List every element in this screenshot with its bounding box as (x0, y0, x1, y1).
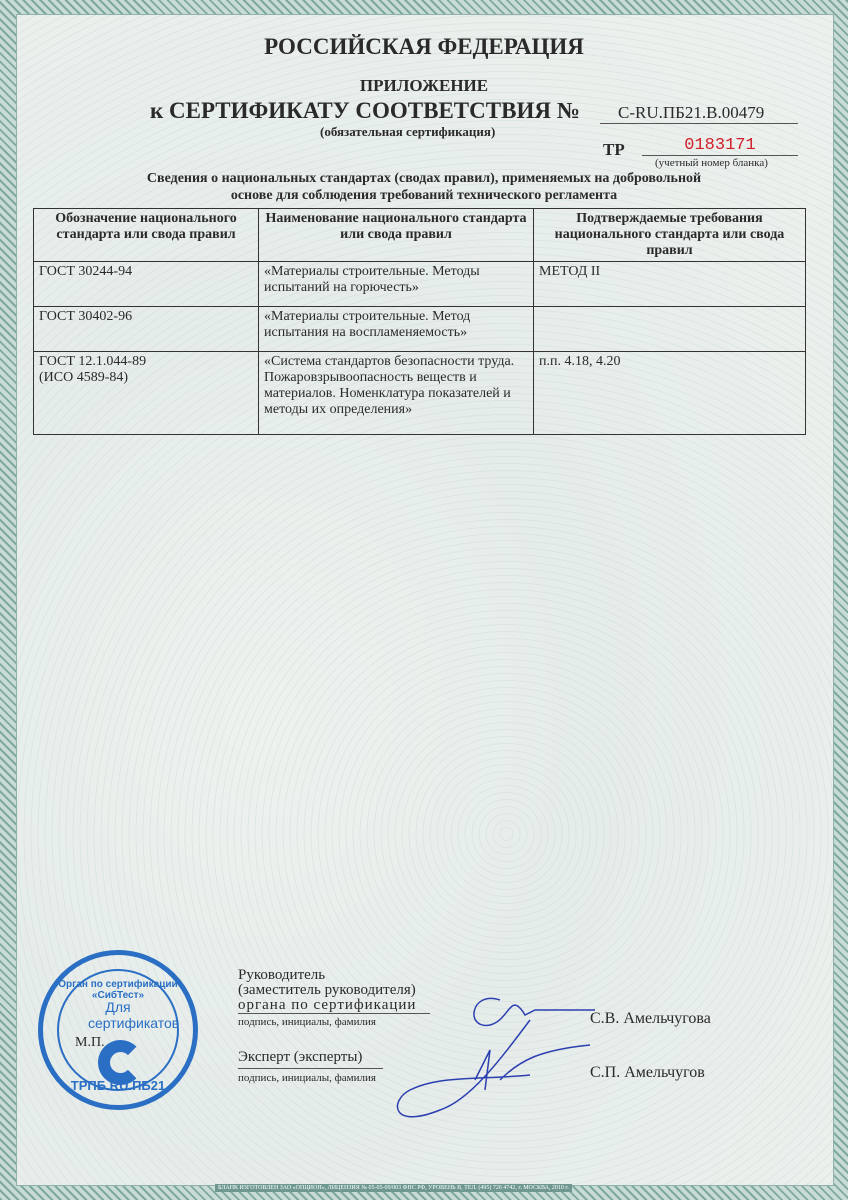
head-line: органа по сертификации (238, 997, 417, 1013)
stamp-bottom-text: ТРПБ.RU.ПБ21 (70, 1078, 166, 1093)
organization-stamp (38, 950, 198, 1110)
table-row (34, 307, 806, 352)
table-row (34, 352, 806, 435)
blank-number-label: (учетный номер бланка) (655, 157, 768, 169)
cell: МЕТОД II (534, 262, 806, 307)
cell: «Система стандартов безопасности труда. Пожаровзрывоопасность веществ и материалов. Номенклатура показателей и методы их определения» (259, 352, 534, 435)
blank-number: 0183171 (642, 136, 798, 156)
head-line: Руководитель (238, 967, 326, 983)
signature-caption: подпись, инициалы, фамилия (238, 1016, 376, 1028)
cell: ГОСТ 30402-96 (34, 307, 259, 352)
appendix-title: ПРИЛОЖЕНИЕ (359, 76, 489, 95)
head-name: С.В. Амельчугова (590, 1010, 711, 1027)
cell: ГОСТ 12.1.044-89 (ИСО 4589-84) (34, 352, 259, 435)
cell (534, 307, 806, 352)
certification-type: (обязательная сертификация) (320, 124, 496, 139)
stamp-center-text: Для сертификатов (88, 999, 180, 1031)
expert-label: Эксперт (эксперты) (238, 1049, 363, 1065)
col-header: Обозначение национального стандарта или свода правил (34, 209, 259, 262)
info-line: Сведения о национальных стандартах (сводах правил), применяемых на добровольной (146, 171, 702, 186)
standards-table (33, 208, 806, 435)
mp-label: М.П. (75, 1035, 105, 1050)
tr-label: ТР (603, 140, 625, 159)
cell: «Материалы строительные. Метод испытания на воспламеняемость» (259, 307, 534, 352)
certificate-label: к СЕРТИФИКАТУ СООТВЕТСТВИЯ № (150, 98, 580, 123)
stamp-top-text: Орган по сертификации «СибТест» (58, 979, 178, 1001)
head-line: (заместитель руководителя) (238, 982, 416, 998)
expert-name: С.П. Амельчугов (590, 1064, 705, 1081)
signature-caption: подпись, инициалы, фамилия (238, 1072, 376, 1084)
cell: «Материалы строительные. Методы испытаний на горючесть» (259, 262, 534, 307)
table-header-row (34, 209, 806, 262)
handwritten-signatures (380, 980, 600, 1130)
info-line: основе для соблюдения требований технического регламента (230, 188, 618, 203)
standards-info (0, 170, 848, 204)
country-title: РОССИЙСКАЯ ФЕДЕРАЦИЯ (264, 34, 584, 59)
footer-printer-info: БЛАНК ИЗГОТОВЛЕН ЗАО «ОПЦИОН», ЛИЦЕНЗИЯ № 05-05-09/003 ФНС РФ, УРОВЕНЬ B, ТЕЛ. (495) 726 4742, г. МОСКВА, 2010 г. (215, 1184, 572, 1192)
col-header: Наименование национального стандарта или свода правил (259, 209, 534, 262)
certificate-number: С-RU.ПБ21.В.00479 (600, 103, 798, 124)
cell: ГОСТ 30244-94 (34, 262, 259, 307)
cell: п.п. 4.18, 4.20 (534, 352, 806, 435)
col-header: Подтверждаемые требования национального стандарта или свода правил (534, 209, 806, 262)
table-row (34, 262, 806, 307)
